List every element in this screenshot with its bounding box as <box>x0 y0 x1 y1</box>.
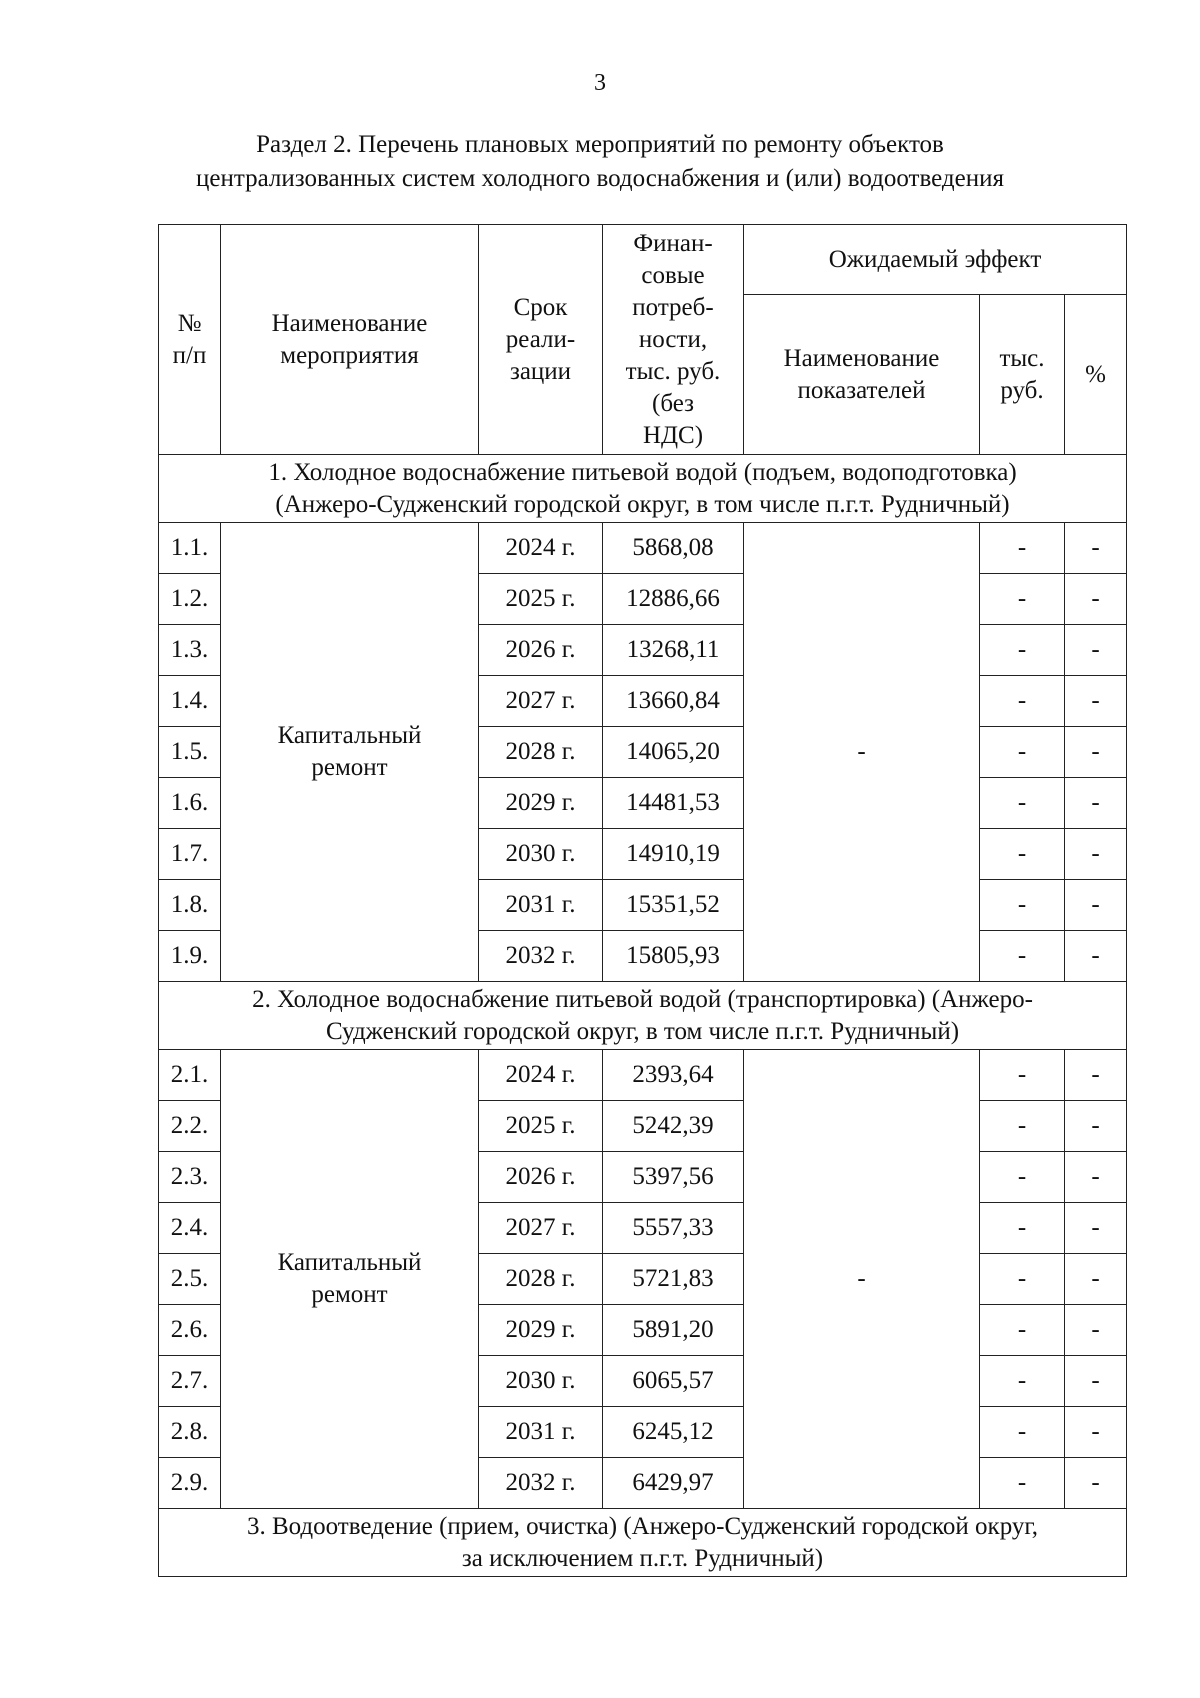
header-expected-effect: Ожидаемый эффект <box>744 225 1127 295</box>
row-year: 2026 г. <box>479 1152 603 1203</box>
row-amount: 12886,66 <box>603 574 744 625</box>
row-year: 2032 г. <box>479 1458 603 1509</box>
row-num: 2.8. <box>159 1407 221 1458</box>
row-num: 1.6. <box>159 778 221 829</box>
row-amount: 13268,11 <box>603 625 744 676</box>
row-year: 2031 г. <box>479 880 603 931</box>
row-thousand-rub: - <box>980 1407 1065 1458</box>
row-year: 2031 г. <box>479 1407 603 1458</box>
title-line-2: централизованных систем холодного водоснабжения и (или) водоотведения <box>196 165 1004 192</box>
event-name: Капитальный ремонт <box>221 523 479 982</box>
row-percent: - <box>1065 1305 1127 1356</box>
title-line-1: Раздел 2. Перечень плановых мероприятий по ремонту объектов <box>256 131 944 158</box>
row-num: 1.1. <box>159 523 221 574</box>
row-year: 2028 г. <box>479 727 603 778</box>
row-amount: 14910,19 <box>603 829 744 880</box>
row-percent: - <box>1065 880 1127 931</box>
indicator-name: - <box>744 1050 980 1509</box>
row-num: 2.9. <box>159 1458 221 1509</box>
row-percent: - <box>1065 778 1127 829</box>
row-num: 1.2. <box>159 574 221 625</box>
row-year: 2027 г. <box>479 676 603 727</box>
row-amount: 14065,20 <box>603 727 744 778</box>
table-row <box>159 523 1127 574</box>
row-num: 2.1. <box>159 1050 221 1101</box>
row-percent: - <box>1065 1152 1127 1203</box>
document-title <box>0 128 1200 196</box>
row-thousand-rub: - <box>980 778 1065 829</box>
row-num: 1.5. <box>159 727 221 778</box>
row-percent: - <box>1065 625 1127 676</box>
row-percent: - <box>1065 1050 1127 1101</box>
table-body <box>159 455 1127 1577</box>
section-title: 2. Холодное водоснабжение питьевой водой (транспортировка) (Анжеро- Судженский городской округ, в том числе п.г.т. Рудничный) <box>159 982 1127 1050</box>
header-event-name: Наименование мероприятия <box>221 225 479 455</box>
section-title: 1. Холодное водоснабжение питьевой водой (подъем, водоподготовка) (Анжеро-Судженский городской округ, в том числе п.г.т. Рудничный) <box>159 455 1127 523</box>
row-amount: 13660,84 <box>603 676 744 727</box>
row-thousand-rub: - <box>980 829 1065 880</box>
row-amount: 14481,53 <box>603 778 744 829</box>
section-row <box>159 455 1127 523</box>
row-num: 1.4. <box>159 676 221 727</box>
row-percent: - <box>1065 727 1127 778</box>
section-title: 3. Водоотведение (прием, очистка) (Анжеро-Судженский городской округ, за исключением п.г.т. Рудничный) <box>159 1509 1127 1577</box>
row-thousand-rub: - <box>980 1305 1065 1356</box>
row-thousand-rub: - <box>980 931 1065 982</box>
row-year: 2029 г. <box>479 778 603 829</box>
row-year: 2029 г. <box>479 1305 603 1356</box>
row-thousand-rub: - <box>980 1356 1065 1407</box>
row-thousand-rub: - <box>980 676 1065 727</box>
row-percent: - <box>1065 1356 1127 1407</box>
row-percent: - <box>1065 676 1127 727</box>
header-indicator-name: Наименование показателей <box>744 295 980 455</box>
row-percent: - <box>1065 1458 1127 1509</box>
row-num: 2.7. <box>159 1356 221 1407</box>
row-year: 2026 г. <box>479 625 603 676</box>
row-amount: 5721,83 <box>603 1254 744 1305</box>
row-num: 1.9. <box>159 931 221 982</box>
page-number: 3 <box>594 70 606 96</box>
row-percent: - <box>1065 1101 1127 1152</box>
row-year: 2024 г. <box>479 1050 603 1101</box>
row-amount: 2393,64 <box>603 1050 744 1101</box>
row-percent: - <box>1065 523 1127 574</box>
row-year: 2028 г. <box>479 1254 603 1305</box>
header-term: Срок реали- зации <box>479 225 603 455</box>
row-thousand-rub: - <box>980 574 1065 625</box>
row-thousand-rub: - <box>980 1458 1065 1509</box>
row-num: 2.3. <box>159 1152 221 1203</box>
row-year: 2030 г. <box>479 1356 603 1407</box>
row-percent: - <box>1065 1203 1127 1254</box>
row-percent: - <box>1065 1254 1127 1305</box>
row-percent: - <box>1065 574 1127 625</box>
section-row <box>159 1509 1127 1577</box>
header-num: № п/п <box>159 225 221 455</box>
row-year: 2025 г. <box>479 574 603 625</box>
row-amount: 15351,52 <box>603 880 744 931</box>
row-num: 1.8. <box>159 880 221 931</box>
row-amount: 5868,08 <box>603 523 744 574</box>
measures-table <box>158 224 1127 1577</box>
row-amount: 5891,20 <box>603 1305 744 1356</box>
row-thousand-rub: - <box>980 1254 1065 1305</box>
row-year: 2024 г. <box>479 523 603 574</box>
row-thousand-rub: - <box>980 523 1065 574</box>
row-year: 2025 г. <box>479 1101 603 1152</box>
row-amount: 6065,57 <box>603 1356 744 1407</box>
row-percent: - <box>1065 931 1127 982</box>
row-amount: 6429,97 <box>603 1458 744 1509</box>
row-thousand-rub: - <box>980 625 1065 676</box>
row-num: 1.3. <box>159 625 221 676</box>
row-percent: - <box>1065 829 1127 880</box>
row-thousand-rub: - <box>980 1050 1065 1101</box>
row-num: 2.5. <box>159 1254 221 1305</box>
header-finance: Финан- совые потреб- ности, тыс. руб. (без НДС) <box>603 225 744 455</box>
table-header <box>159 225 1127 455</box>
table-row <box>159 1050 1127 1101</box>
row-thousand-rub: - <box>980 1101 1065 1152</box>
row-amount: 15805,93 <box>603 931 744 982</box>
row-year: 2032 г. <box>479 931 603 982</box>
header-percent: % <box>1065 295 1127 455</box>
row-amount: 6245,12 <box>603 1407 744 1458</box>
row-year: 2030 г. <box>479 829 603 880</box>
row-amount: 5397,56 <box>603 1152 744 1203</box>
row-amount: 5557,33 <box>603 1203 744 1254</box>
row-thousand-rub: - <box>980 1203 1065 1254</box>
row-thousand-rub: - <box>980 1152 1065 1203</box>
indicator-name: - <box>744 523 980 982</box>
row-thousand-rub: - <box>980 880 1065 931</box>
row-num: 2.4. <box>159 1203 221 1254</box>
row-num: 1.7. <box>159 829 221 880</box>
row-year: 2027 г. <box>479 1203 603 1254</box>
row-thousand-rub: - <box>980 727 1065 778</box>
row-num: 2.2. <box>159 1101 221 1152</box>
row-num: 2.6. <box>159 1305 221 1356</box>
event-name: Капитальный ремонт <box>221 1050 479 1509</box>
section-row <box>159 982 1127 1050</box>
header-thousand-rub: тыс. руб. <box>980 295 1065 455</box>
row-percent: - <box>1065 1407 1127 1458</box>
row-amount: 5242,39 <box>603 1101 744 1152</box>
